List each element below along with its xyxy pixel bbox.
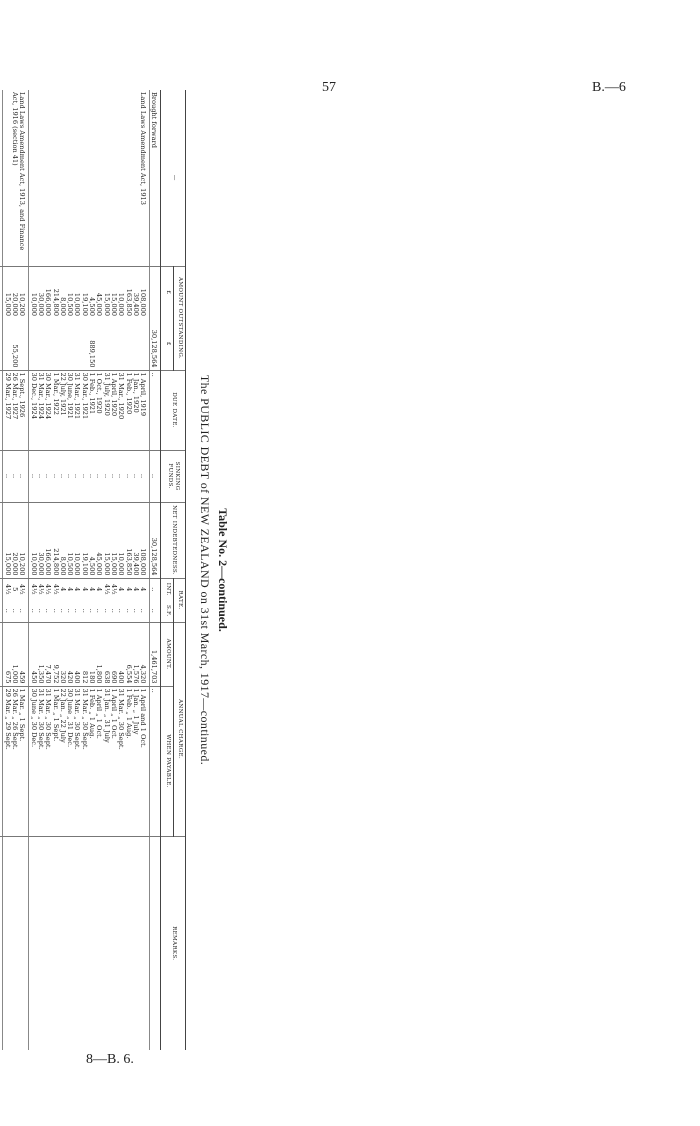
interest-rate-cell: 4½ xyxy=(110,578,117,600)
sinking-fund-cell: .. xyxy=(66,450,73,502)
when-payable-cell: 26 Mar. „ 26 Sept. xyxy=(11,686,18,836)
sf-rate-cell: .. xyxy=(73,608,82,613)
remarks-cell xyxy=(59,836,66,1050)
due-date-cell: .. xyxy=(150,370,161,450)
table-frame xyxy=(3,90,640,1050)
sinking-fund-cell: .. xyxy=(132,450,139,502)
remarks-cell xyxy=(150,836,161,1050)
net-indebtedness-cell: 19,100 xyxy=(80,502,87,578)
sf-rate-cell: .. xyxy=(102,608,111,613)
net-indebtedness-cell: 15,000 xyxy=(102,502,109,578)
amount-cell: 19,100 xyxy=(80,266,87,318)
amount-cell: 163,850 xyxy=(124,266,131,318)
amount-cell: 39,400 xyxy=(132,266,139,318)
due-date-cell: 31 Mar., 1924 xyxy=(37,370,44,450)
interest-rate-cell: 5 xyxy=(11,578,18,600)
when-payable-cell: 31 Mar. „ 30 Sept. xyxy=(117,686,124,836)
table-title: Table No. 2—continued. xyxy=(216,508,230,632)
annual-amount-cell: 420 xyxy=(66,622,73,686)
when-payable-cell: 29 Mar. „ 29 Sept. xyxy=(3,686,11,836)
interest-rate-cell: 4 xyxy=(66,578,73,600)
sf-rate-cell: .. xyxy=(3,608,12,613)
annual-amount-cell: 4,320 xyxy=(139,622,150,686)
remarks-cell xyxy=(95,836,102,1050)
sinking-fund-cell: .. xyxy=(95,450,102,502)
sf-rate-cell: .. xyxy=(58,608,67,613)
due-date-cell: 1 Feb., 1920 xyxy=(124,370,131,450)
when-payable-cell: 1 April „ 1 Oct. xyxy=(95,686,102,836)
amount-cell: 20,000 xyxy=(11,266,18,318)
when-payable-cell: 31 Mar. „ 30 Sept. xyxy=(73,686,80,836)
header-pound-1: £ xyxy=(161,266,173,318)
due-date-cell: 1 Sept., 1926 xyxy=(18,370,29,450)
due-date-cell: 1 Feb., 1921 xyxy=(88,370,95,450)
when-payable-cell: 30 June „ 31 Dec. xyxy=(66,686,73,836)
amount-cell: 108,000 xyxy=(139,266,150,318)
sinking-fund-cell: .. xyxy=(51,450,58,502)
net-indebtedness-cell: 30,128,564 xyxy=(150,502,161,578)
remarks-cell xyxy=(139,836,150,1050)
when-payable-cell: 22 Jan. „ 22 July xyxy=(59,686,66,836)
interest-rate-cell: 4 xyxy=(124,578,131,600)
sinking-fund-cell: .. xyxy=(18,450,29,502)
interest-rate-cell: 4½ xyxy=(18,578,29,600)
due-date-cell: 22 July, 1921 xyxy=(59,370,66,450)
net-indebtedness-cell: 10,000 xyxy=(29,502,37,578)
loan-act-name: Land Laws Amendment Act, 1913, and Finance Act, 1916 (section 41) xyxy=(11,92,27,251)
subtotal-cell xyxy=(37,318,44,370)
subtotal-cell xyxy=(3,318,11,370)
sinking-fund-cell: .. xyxy=(44,450,51,502)
remarks-cell xyxy=(117,836,124,1050)
when-payable-cell: 1 Jan. „ 1 July xyxy=(132,686,139,836)
amount-cell: 15,000 xyxy=(110,266,117,318)
remarks-cell xyxy=(102,836,109,1050)
header-amount-outstanding: AMOUNT OUTSTANDING. xyxy=(173,266,185,370)
sinking-fund-cell: .. xyxy=(110,450,117,502)
due-date-cell: 30 Dec., 1924 xyxy=(29,370,37,450)
sheet-reference: 8—B. 6. xyxy=(86,1052,134,1067)
header-row xyxy=(173,90,185,1050)
due-date-cell: 30 Mar., 1921 xyxy=(80,370,87,450)
net-indebtedness-cell: 10,000 xyxy=(117,502,124,578)
remarks-cell xyxy=(73,836,80,1050)
sf-rate-cell: .. xyxy=(124,608,133,613)
sf-rate-cell: .. xyxy=(88,608,97,613)
sf-rate-cell: .. xyxy=(18,608,27,613)
interest-rate-cell: 4½ xyxy=(3,578,11,600)
debt-table-wrapper xyxy=(0,90,186,1050)
table-row xyxy=(150,90,161,1050)
net-indebtedness-cell: 10,200 xyxy=(18,502,29,578)
remarks-cell xyxy=(37,836,44,1050)
sf-rate-cell: .. xyxy=(11,608,20,613)
subtotal-cell xyxy=(139,318,150,370)
annual-amount-cell: 1,576 xyxy=(132,622,139,686)
sinking-fund-cell: .. xyxy=(59,450,66,502)
annual-amount-cell: 320 xyxy=(59,622,66,686)
when-payable-cell: 1 Feb. „ 1 Aug. xyxy=(124,686,131,836)
annual-amount-cell: 9,752 xyxy=(51,622,58,686)
net-indebtedness-cell: 10,500 xyxy=(66,502,73,578)
header-sinking-funds: SINKING FUNDS. xyxy=(161,450,186,502)
sf-rate-cell: .. xyxy=(109,608,118,613)
remarks-cell xyxy=(3,836,11,1050)
due-date-cell: 1 Oct., 1920 xyxy=(95,370,102,450)
remarks-cell xyxy=(51,836,58,1050)
when-payable-cell: 31 Jan. „ 31 July xyxy=(102,686,109,836)
due-date-cell: 31 July, 1920 xyxy=(102,370,109,450)
interest-rate-cell: 4 xyxy=(59,578,66,600)
when-payable-cell: 30 June „ 30 Dec. xyxy=(29,686,37,836)
net-indebtedness-cell: 39,400 xyxy=(132,502,139,578)
amount-cell: 10,000 xyxy=(73,266,80,318)
interest-rate-cell: .. xyxy=(150,578,161,600)
remarks-cell xyxy=(88,836,95,1050)
interest-rate-cell: 4½ xyxy=(29,578,37,600)
amount-cell: 10,000 xyxy=(29,266,37,318)
subtotal-cell xyxy=(110,318,117,370)
when-payable-cell: 1 Mar. „ 1 Sept. xyxy=(18,686,29,836)
subtotal-cell xyxy=(124,318,131,370)
when-payable-cell: 31 Mar. „ 30 Sept. xyxy=(37,686,44,836)
subtotal-cell xyxy=(51,318,58,370)
remarks-cell xyxy=(0,836,3,1050)
when-payable-cell: 1 Mar. „ 1 Sept. xyxy=(51,686,58,836)
due-date-cell: 1 Mar., 1922 xyxy=(51,370,58,450)
rotated-table-area xyxy=(3,90,640,1050)
due-date-cell: 1 Jan., 1920 xyxy=(132,370,139,450)
remarks-cell xyxy=(80,836,87,1050)
sinking-fund-cell: .. xyxy=(73,450,80,502)
remarks-cell xyxy=(11,836,18,1050)
annual-amount-cell: 1,461,703 xyxy=(150,622,161,686)
due-date-cell: 1 April, 1919 xyxy=(139,370,150,450)
subtotal-cell xyxy=(73,318,80,370)
interest-rate-cell: 4 xyxy=(139,578,150,600)
amount-cell: 10,000 xyxy=(117,266,124,318)
subtotal-cell xyxy=(44,318,51,370)
annual-amount-cell: 450 xyxy=(29,622,37,686)
annual-amount-cell: 400 xyxy=(117,622,124,686)
when-payable-cell: .. xyxy=(150,686,161,836)
subtotal-cell: 55,200 xyxy=(11,344,20,368)
amount-cell: 8,000 xyxy=(59,266,66,318)
amount-cell xyxy=(150,266,161,318)
sinking-fund-cell: .. xyxy=(139,450,150,502)
sf-rate-cell: .. xyxy=(131,608,140,613)
due-date-cell: 26 Mar., 1927 xyxy=(11,370,18,450)
sinking-fund-cell: .. xyxy=(150,450,161,502)
due-date-cell: 1 April, 1920 xyxy=(110,370,117,450)
subtotal-cell: 30,128,564 xyxy=(150,329,159,368)
annual-amount-cell: 1,350 xyxy=(37,622,44,686)
amount-cell: 10,500 xyxy=(66,266,73,318)
net-indebtedness-cell: 30,000 xyxy=(37,502,44,578)
when-payable-cell: 1 April „ 1 Oct. xyxy=(110,686,117,836)
remarks-cell xyxy=(132,836,139,1050)
interest-rate-cell: 4½ xyxy=(44,578,51,600)
annual-amount-cell: 675 xyxy=(3,622,11,686)
due-date-cell: 31 Mar., 1921 xyxy=(73,370,80,450)
subtotal-cell xyxy=(102,318,109,370)
sf-rate-cell: .. xyxy=(150,608,159,613)
due-date-cell: 29 Mar., 1927 xyxy=(3,370,11,450)
loan-act-name xyxy=(0,90,3,266)
amount-cell: 214,800 xyxy=(51,266,58,318)
interest-rate-cell: 4 xyxy=(132,578,139,600)
table-body xyxy=(0,90,161,1050)
sf-rate-cell: .. xyxy=(51,608,60,613)
remarks-cell xyxy=(44,836,51,1050)
sinking-fund-cell: .. xyxy=(3,450,11,502)
annual-amount-cell: 812 xyxy=(80,622,87,686)
sf-rate-cell: .. xyxy=(29,608,38,613)
subtotal-cell xyxy=(29,318,37,370)
net-indebtedness-cell: 20,000 xyxy=(11,502,18,578)
net-indebtedness-cell: 4,500 xyxy=(88,502,95,578)
when-payable-cell: 1 April and 1 Oct. xyxy=(139,686,150,836)
when-payable-cell: 31 Mar. „ 30 Sept. xyxy=(44,686,51,836)
annual-amount-cell: 459 xyxy=(18,622,29,686)
page-number: 57 xyxy=(322,80,336,95)
header-net-indebtedness: NET INDEBTEDNESS. xyxy=(161,502,186,578)
annual-amount-cell: 1,000 xyxy=(11,622,18,686)
net-indebtedness-cell: 163,850 xyxy=(124,502,131,578)
annual-amount-cell: 638 xyxy=(102,622,109,686)
interest-rate-cell: 4 xyxy=(73,578,80,600)
subtotal-cell xyxy=(132,318,139,370)
sinking-fund-cell: .. xyxy=(37,450,44,502)
public-debt-table xyxy=(0,90,186,1050)
net-indebtedness-cell: 15,000 xyxy=(110,502,117,578)
annual-amount-cell: 6,554 xyxy=(124,622,131,686)
when-payable-cell: 1 Feb. „ 1 Aug. xyxy=(88,686,95,836)
subtotal-cell xyxy=(117,318,124,370)
header-blank: — xyxy=(161,90,186,266)
amount-cell: 30,000 xyxy=(37,266,44,318)
amount-cell: 10,200 xyxy=(18,266,29,318)
page-reference: B.—6 xyxy=(592,80,626,95)
sinking-fund-cell: .. xyxy=(117,450,124,502)
net-indebtedness-cell: 10,000 xyxy=(73,502,80,578)
header-due-date: DUE DATE. xyxy=(161,370,186,450)
net-indebtedness-cell: 15,000 xyxy=(3,502,11,578)
annual-amount-cell: 1,800 xyxy=(95,622,102,686)
annual-amount-cell: 690 xyxy=(110,622,117,686)
subtotal-cell xyxy=(95,318,102,370)
sf-rate-cell: .. xyxy=(44,608,53,613)
header-sf: S.F. xyxy=(161,600,173,622)
interest-rate-cell: 4½ xyxy=(51,578,58,600)
table-row xyxy=(18,90,29,1050)
sf-rate-cell: .. xyxy=(95,608,104,613)
sinking-fund-cell: .. xyxy=(11,450,18,502)
net-indebtedness-cell: 108,000 xyxy=(139,502,150,578)
remarks-cell xyxy=(18,836,29,1050)
header-int: INT. xyxy=(161,578,173,600)
subtotal-cell xyxy=(59,318,66,370)
due-date-cell: 31 Mar., 1920 xyxy=(117,370,124,450)
annual-amount-cell: 7,470 xyxy=(44,622,51,686)
annual-amount-cell: 400 xyxy=(73,622,80,686)
net-indebtedness-cell: 8,000 xyxy=(59,502,66,578)
loan-act-name: Land Laws Amendment Act, 1913 xyxy=(139,92,148,205)
amount-cell: 166,000 xyxy=(44,266,51,318)
subtotal-cell xyxy=(80,318,87,370)
due-date-cell: 30 June, 1921 xyxy=(66,370,73,450)
subtotal-cell: 889,150 xyxy=(88,340,97,368)
interest-rate-cell: 4½ xyxy=(102,578,109,600)
header-pound-2: £ xyxy=(161,318,173,370)
interest-rate-cell: 4 xyxy=(80,578,87,600)
sinking-fund-cell: .. xyxy=(88,450,95,502)
header-annual-charge: ANNUAL CHARGE. xyxy=(173,622,185,836)
subtotal-cell xyxy=(0,318,3,370)
amount-cell: 45,000 xyxy=(95,266,102,318)
net-indebtedness-cell: 166,000 xyxy=(44,502,51,578)
subtotal-cell xyxy=(18,318,29,370)
sinking-fund-cell: .. xyxy=(124,450,131,502)
remarks-cell xyxy=(110,836,117,1050)
interest-rate-cell: 4 xyxy=(88,578,95,600)
interest-rate-cell: 4½ xyxy=(37,578,44,600)
net-indebtedness-cell: 45,000 xyxy=(95,502,102,578)
amount-cell: 15,000 xyxy=(3,266,11,318)
header-when-payable: WHEN PAYABLE. xyxy=(161,686,173,836)
sinking-fund-cell: .. xyxy=(102,450,109,502)
interest-rate-cell: 4 xyxy=(95,578,102,600)
interest-rate-cell: 4 xyxy=(117,578,124,600)
due-date-cell: 30 Mar., 1924 xyxy=(44,370,51,450)
amount-cell: 4,500 xyxy=(88,266,95,318)
subtotal-cell xyxy=(66,318,73,370)
table-subtitle: The PUBLIC DEBT of NEW ZEALAND on 31st March, 1917—continued. xyxy=(198,374,212,766)
sf-rate-cell: .. xyxy=(117,608,126,613)
sinking-fund-cell: .. xyxy=(29,450,37,502)
table-row xyxy=(139,90,150,1050)
sf-rate-cell: .. xyxy=(36,608,45,613)
loan-act-name: Brought forward xyxy=(150,92,159,148)
header-rate: RATE. xyxy=(173,578,185,622)
amount-cell: 15,000 xyxy=(102,266,109,318)
remarks-cell xyxy=(66,836,73,1050)
when-payable-cell: 31 Mar. „ 30 Sept. xyxy=(80,686,87,836)
header-remarks: REMARKS. xyxy=(161,836,186,1050)
remarks-cell xyxy=(29,836,37,1050)
sf-rate-cell: .. xyxy=(66,608,75,613)
sf-rate-cell: .. xyxy=(139,608,148,613)
sf-rate-cell: .. xyxy=(80,608,89,613)
remarks-cell xyxy=(124,836,131,1050)
net-indebtedness-cell: 214,800 xyxy=(51,502,58,578)
annual-amount-cell: 180 xyxy=(88,622,95,686)
header-annual-amount: AMOUNT. xyxy=(161,622,173,686)
sinking-fund-cell: .. xyxy=(80,450,87,502)
